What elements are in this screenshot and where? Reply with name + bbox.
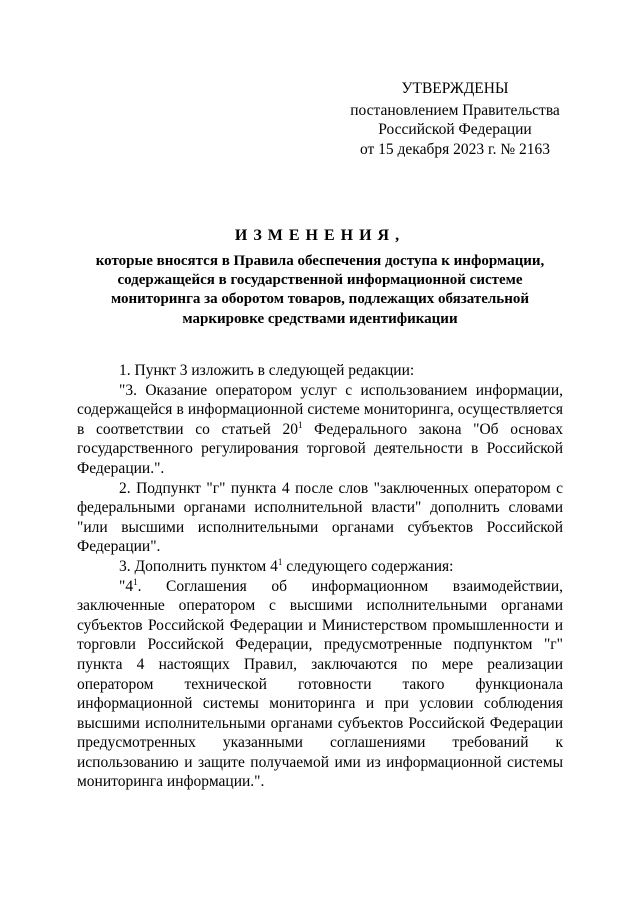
approval-line: Российской Федерации (378, 121, 532, 138)
superscript: 1 (297, 419, 303, 430)
subtitle-line: содержащейся в государственной информационной системе (117, 272, 523, 289)
paragraph-3-text: 2. Подпункт "г" пункта 4 после слов "заключенных оператором с федеральными органами исполнительной власти" дополнить словами "или высшими исполнительными органами субъектов Российской Федерации". (77, 479, 563, 556)
superscript: 1 (277, 556, 283, 567)
paragraph-1 (77, 361, 563, 381)
paragraph-5 (77, 577, 563, 793)
paragraph-5-text-b: . Соглашения об информационном взаимодействии, заключенные оператором с высшими исполнительными органами субъектов Российской Федерации и Министерством промышленности и торговли Российской Федерации, предусмотренные подпунктом "г" пункта 4 настоящих Правил, заключаются по мере реализации оператором технической готовности такого функционала информационной системы мониторинга и при условии соблюдения высшими исполнительными органами субъектов Российской Федерации предусмотренных указанными соглашениями требований к использованию и защите получаемой ими из информационной системы мониторинга информации.". (77, 577, 563, 791)
approval-line: постановлением Правительства (350, 101, 560, 119)
approval-block (340, 79, 570, 159)
paragraph-2-text-a: "3. Оказание оператором услуг с использованием информации, содержащейся в информационной системе мониторинга, осуществляется в соответствии со статьей 20 (77, 381, 563, 438)
document-subtitle (60, 252, 580, 329)
paragraph-4 (77, 557, 563, 577)
paragraph-4-text-b: следующего содержания: (282, 557, 454, 575)
subtitle-line: мониторинга за оборотом товаров, подлежащих обязательной (110, 291, 530, 308)
document-title: ИЗМЕНЕНИЯ, (234, 227, 406, 244)
paragraph-1-text: 1. Пункт 3 изложить в следующей редакции: (119, 362, 415, 379)
document-body (77, 361, 563, 792)
paragraph-5-text-a: "4 (119, 577, 134, 595)
paragraph-2 (77, 381, 563, 479)
paragraph-2-text-b: Федерального закона "Об основах государственного регулирования торговой деятельности в Российской Федерации.". (77, 420, 563, 477)
paragraph-3 (77, 479, 563, 557)
subtitle-line: маркировке средствами идентификации (182, 310, 458, 327)
approval-title: УТВЕРЖДЕНЫ (401, 80, 509, 97)
approval-line: от 15 декабря 2023 г. № 2163 (359, 140, 551, 158)
superscript: 1 (133, 576, 138, 587)
paragraph-4-text-a: 3. Дополнить пунктом 4 (119, 557, 278, 575)
subtitle-line: которые вносятся в Правила обеспечения доступа к информации, (95, 253, 545, 269)
